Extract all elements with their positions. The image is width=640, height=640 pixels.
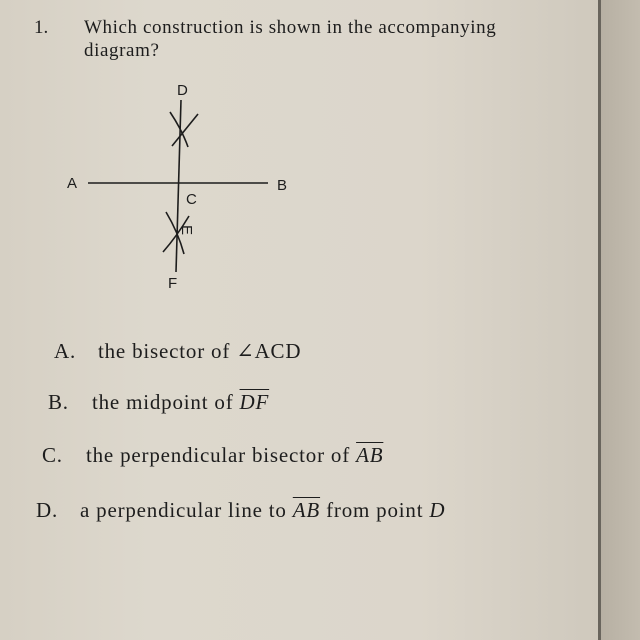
question-number: 1. (34, 17, 49, 38)
choice-d-text: a perpendicular line to (80, 498, 293, 522)
choice-c[interactable] (42, 443, 383, 468)
label-e: E (178, 225, 195, 236)
choice-b-letter: B. (48, 390, 69, 414)
choice-a-angle: ∠ACD (236, 339, 302, 363)
label-f: F (168, 275, 178, 292)
choice-d-letter: D. (36, 498, 59, 522)
choice-c-text: the perpendicular bisector of (86, 443, 357, 467)
choice-b-text: the midpoint of (92, 390, 240, 414)
construction-diagram (0, 0, 598, 320)
label-a: A (67, 175, 78, 192)
label-b: B (277, 177, 288, 194)
choice-b-segment: $\overline{DF}$ (239, 390, 270, 414)
label-d: D (177, 82, 188, 99)
choice-c-letter: C. (42, 443, 63, 467)
choice-d-suffix: from point (320, 498, 430, 522)
choice-a-text: the bisector of (98, 339, 237, 363)
choice-b[interactable] (48, 390, 269, 415)
choice-c-segment: $\overline{AB}$ (356, 443, 384, 467)
adjacent-page (601, 0, 640, 640)
choice-a[interactable] (54, 339, 301, 364)
choice-d-point: D (429, 498, 446, 522)
choice-d[interactable] (36, 498, 445, 523)
choice-d-segment: $\overline{AB}$ (292, 498, 321, 522)
label-c: C (186, 191, 197, 208)
choice-a-letter: A. (54, 339, 77, 363)
question-text: Which construction is shown in the accompanying diagram? (84, 17, 497, 61)
